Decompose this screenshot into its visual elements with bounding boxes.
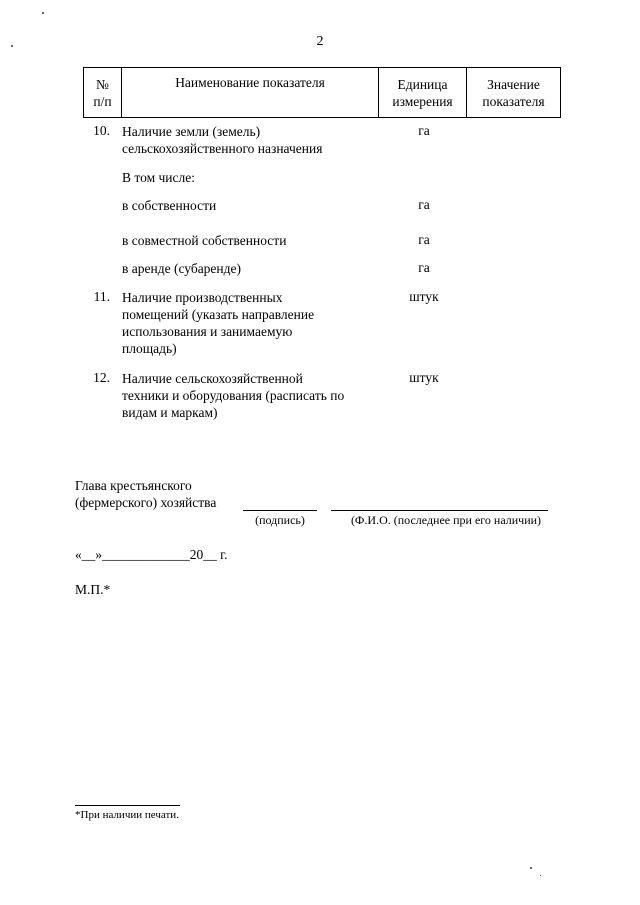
row-10-name-line2: сельскохозяйственного назначения	[122, 141, 323, 156]
row-joint-ownership-unit: га	[418, 232, 430, 247]
row-joint-ownership-name: в совместной собственности	[122, 233, 287, 248]
header-value-line1: Значение	[487, 76, 540, 92]
row-11-number: 11.	[93, 289, 110, 304]
row-11-name	[122, 289, 377, 357]
row-ownership-name: в собственности	[122, 198, 217, 213]
header-unit-line2: измерения	[392, 93, 453, 109]
row-10-name-line1: Наличие земли (земель)	[122, 124, 261, 139]
header-value-line2: показателя	[482, 93, 545, 109]
row-12-unit: штук	[409, 370, 439, 385]
scan-speck	[11, 45, 13, 47]
full-name-caption: (Ф.И.О. (последнее при его наличии)	[350, 513, 542, 527]
page-number: 2	[316, 34, 324, 49]
row-10-number: 10.	[93, 123, 110, 138]
row-11-name-line4: площадь)	[122, 341, 177, 356]
header-name: Наименование показателя	[122, 68, 379, 118]
header-unit	[379, 68, 467, 118]
including-label: В том числе:	[122, 170, 195, 185]
scan-speck	[540, 875, 541, 876]
date-line[interactable]: «__»_____________20__ г.	[75, 547, 228, 562]
row-12-name-line2: техники и оборудования (расписать по	[122, 388, 345, 403]
row-12-name	[122, 370, 377, 421]
header-value	[467, 68, 561, 118]
footnote-divider	[75, 805, 180, 806]
row-11-name-line1: Наличие производственных	[122, 290, 283, 305]
head-of-farm-line2: (фермерского) хозяйства	[75, 495, 217, 510]
row-11-name-line2: помещений (указать направление	[122, 307, 315, 322]
head-of-farm-line1: Глава крестьянского	[75, 478, 192, 493]
header-unit-line1: Единица	[397, 76, 448, 92]
row-lease-unit: га	[418, 260, 430, 275]
row-11-unit: штук	[409, 289, 439, 304]
header-number-line1: №	[96, 76, 109, 92]
signature-caption: (подпись)	[255, 513, 305, 527]
signature-line[interactable]	[243, 510, 317, 511]
row-12-number: 12.	[93, 370, 110, 385]
row-12-name-line3: видам и маркам)	[122, 405, 218, 420]
row-10-unit: га	[418, 123, 430, 138]
row-12-name-line1: Наличие сельскохозяйственной	[122, 371, 303, 386]
row-ownership-unit: га	[418, 197, 430, 212]
row-11-name-line3: использования и занимаемую	[122, 324, 293, 339]
scan-speck	[42, 12, 44, 14]
indicators-table-header	[83, 67, 561, 118]
stamp-label: М.П.*	[75, 582, 111, 597]
scan-speck	[530, 867, 532, 869]
head-of-farm-label	[75, 477, 216, 511]
row-10-name	[122, 123, 377, 157]
footnote-text: *При наличии печати.	[75, 809, 179, 821]
header-number-line2: п/п	[93, 93, 112, 109]
row-lease-name: в аренде (субаренде)	[122, 261, 242, 276]
header-number	[84, 68, 122, 118]
full-name-line[interactable]	[331, 510, 548, 511]
